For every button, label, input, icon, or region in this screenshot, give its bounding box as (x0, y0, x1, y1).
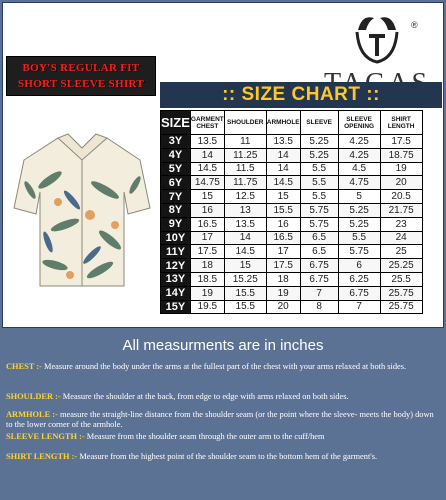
size-cell: 5Y (161, 162, 191, 176)
measurement-cell: 14.5 (224, 245, 266, 259)
measurement-cell: 13.5 (190, 135, 224, 149)
size-cell: 4Y (161, 148, 191, 162)
definition-armhole (6, 410, 440, 430)
definition-shoulder (6, 392, 440, 402)
table-row (161, 190, 423, 204)
header-shirt-length: SHIRT LENGTH (380, 111, 422, 135)
table-row (161, 148, 423, 162)
measurement-cell: 15.25 (224, 272, 266, 286)
measurement-cell: 25.5 (380, 272, 422, 286)
definition-text: Measure from the shoulder seam through the outer arm to the cuff/hem (84, 432, 325, 441)
definition-key: CHEST :- (6, 362, 42, 371)
size-cell: 8Y (161, 203, 191, 217)
measurement-cell: 14 (266, 162, 300, 176)
measurement-cell: 11.5 (224, 162, 266, 176)
measurement-cell: 5.5 (300, 162, 338, 176)
product-title-line2: SHORT SLEEVE SHIRT (17, 78, 145, 90)
measurement-cell: 19 (190, 286, 224, 300)
measurement-cell: 5.25 (300, 148, 338, 162)
size-cell: 3Y (161, 135, 191, 149)
measurement-cell: 25.75 (380, 300, 422, 314)
measurement-cell: 13 (224, 203, 266, 217)
table-row (161, 135, 423, 149)
units-note: All measurments are in inches (122, 337, 324, 354)
measurement-cell: 4.75 (338, 176, 380, 190)
definition-text: Measure from the highest point of the shoulder seam to the bottom hem of the garment's. (77, 452, 378, 461)
measurement-cell: 14.5 (266, 176, 300, 190)
measurement-cell: 24 (380, 231, 422, 245)
measurement-cell: 5.5 (338, 231, 380, 245)
measurement-cell: 18.75 (380, 148, 422, 162)
measurement-cell: 19 (266, 286, 300, 300)
measurement-cell: 5 (338, 190, 380, 204)
measurement-cell: 20 (266, 300, 300, 314)
measurement-cell: 19.5 (190, 300, 224, 314)
table-row (161, 231, 423, 245)
measurement-cell: 15.5 (266, 203, 300, 217)
measurement-cell: 5.75 (300, 203, 338, 217)
measurement-cell: 15 (266, 190, 300, 204)
table-row (161, 176, 423, 190)
measurement-cell: 11.75 (224, 176, 266, 190)
definition-key: ARMHOLE :- (6, 410, 58, 419)
measurement-cell: 15.5 (224, 300, 266, 314)
measurement-cell: 17.5 (380, 135, 422, 149)
measurement-cell: 12.5 (224, 190, 266, 204)
measurement-cell: 5.5 (300, 176, 338, 190)
definition-key: SHOULDER :- (6, 392, 61, 401)
measurement-cell: 14.75 (190, 176, 224, 190)
measurement-cell: 25.25 (380, 259, 422, 273)
table-row (161, 162, 423, 176)
size-cell: 6Y (161, 176, 191, 190)
measurement-cell: 4.25 (338, 148, 380, 162)
measurement-cell: 15 (190, 190, 224, 204)
header-size: SIZE (161, 111, 191, 135)
measurement-cell: 6.75 (300, 272, 338, 286)
definition-shirt-length (6, 452, 440, 462)
measurement-cell: 13.5 (266, 135, 300, 149)
measurement-cell: 6.25 (338, 272, 380, 286)
measurement-cell: 6.5 (300, 231, 338, 245)
measurement-cell: 5.5 (300, 190, 338, 204)
measurement-cell: 5.25 (338, 203, 380, 217)
definition-chest (6, 362, 440, 372)
definition-text: measure the straight-line distance from the shoulder seam (or the point where the sleeve- meets the body) down to the lower corner of the armhole. (6, 410, 434, 429)
measurement-cell: 5.75 (300, 217, 338, 231)
measurement-cell: 6.5 (300, 245, 338, 259)
definition-key: SLEEVE LENGTH :- (6, 432, 85, 441)
size-cell: 9Y (161, 217, 191, 231)
measurement-cell: 25 (380, 245, 422, 259)
product-title-line1: BOY'S REGULAR FIT (22, 62, 140, 74)
measurement-cell: 21.75 (380, 203, 422, 217)
measurement-cell: 18 (190, 259, 224, 273)
definition-sleeve-length (6, 432, 440, 442)
measurement-cell: 16 (266, 217, 300, 231)
size-chart-table (160, 110, 423, 314)
measurement-cell: 7 (300, 286, 338, 300)
measurement-cell: 17.5 (190, 245, 224, 259)
measurement-cell: 6.75 (338, 286, 380, 300)
measurement-definitions (6, 360, 440, 496)
measurement-cell: 4.5 (338, 162, 380, 176)
registered-mark: ® (411, 20, 418, 30)
measurement-cell: 4.25 (338, 135, 380, 149)
measurement-cell: 14 (190, 148, 224, 162)
measurement-cell: 11 (224, 135, 266, 149)
header-armhole: ARMHOLE (266, 111, 300, 135)
measurement-cell: 18 (266, 272, 300, 286)
measurement-cell: 17.5 (266, 259, 300, 273)
header-shoulder: SHOULDER (224, 111, 266, 135)
size-cell: 7Y (161, 190, 191, 204)
header-sleeve-opening: SLEEVE OPENING (338, 111, 380, 135)
measurement-cell: 20 (380, 176, 422, 190)
measurement-cell: 20.5 (380, 190, 422, 204)
measurement-cell: 16 (190, 203, 224, 217)
measurement-cell: 5.75 (338, 245, 380, 259)
table-row (161, 203, 423, 217)
header-garment-chest: GARMENT CHEST (190, 111, 224, 135)
measurement-cell: 25.75 (380, 286, 422, 300)
measurement-cell: 23 (380, 217, 422, 231)
size-cell: 10Y (161, 231, 191, 245)
measurement-cell: 14.5 (190, 162, 224, 176)
size-cell: 15Y (161, 300, 191, 314)
brand-emblem-icon (312, 8, 442, 68)
measurement-cell: 6.75 (300, 259, 338, 273)
table-row (161, 300, 423, 314)
size-cell: 13Y (161, 272, 191, 286)
measurement-cell: 16.5 (266, 231, 300, 245)
measurement-cell: 14 (224, 231, 266, 245)
definition-text: Measure the shoulder at the back, from edge to edge with arms relaxed on both sides. (60, 392, 349, 401)
measurement-cell: 13.5 (224, 217, 266, 231)
measurement-cell: 19 (380, 162, 422, 176)
size-cell: 11Y (161, 245, 191, 259)
definition-key: SHIRT LENGTH :- (6, 452, 78, 461)
measurement-cell: 16.5 (190, 217, 224, 231)
measurement-cell: 6 (338, 259, 380, 273)
product-title-box (6, 56, 156, 96)
measurement-cell: 14 (266, 148, 300, 162)
size-cell: 12Y (161, 259, 191, 273)
measurement-cell: 5.25 (300, 135, 338, 149)
measurement-cell: 15 (224, 259, 266, 273)
size-cell: 14Y (161, 286, 191, 300)
measurement-cell: 15.5 (224, 286, 266, 300)
definition-text: Measure around the body under the arms at the fullest part of the chest with your arms relaxed at both sides. (41, 362, 407, 371)
shirt-illustration (10, 130, 155, 290)
table-row (161, 245, 423, 259)
measurement-cell: 18.5 (190, 272, 224, 286)
measurement-cell: 8 (300, 300, 338, 314)
measurement-cell: 7 (338, 300, 380, 314)
header-sleeve: SLEEVE (300, 111, 338, 135)
table-header-row (161, 111, 423, 135)
measurement-cell: 17 (266, 245, 300, 259)
table-row (161, 259, 423, 273)
measurement-cell: 5.25 (338, 217, 380, 231)
table-row (161, 217, 423, 231)
measurement-cell: 17 (190, 231, 224, 245)
table-row (161, 286, 423, 300)
table-row (161, 272, 423, 286)
size-chart-heading: :: SIZE CHART :: (160, 82, 442, 108)
measurement-cell: 11.25 (224, 148, 266, 162)
